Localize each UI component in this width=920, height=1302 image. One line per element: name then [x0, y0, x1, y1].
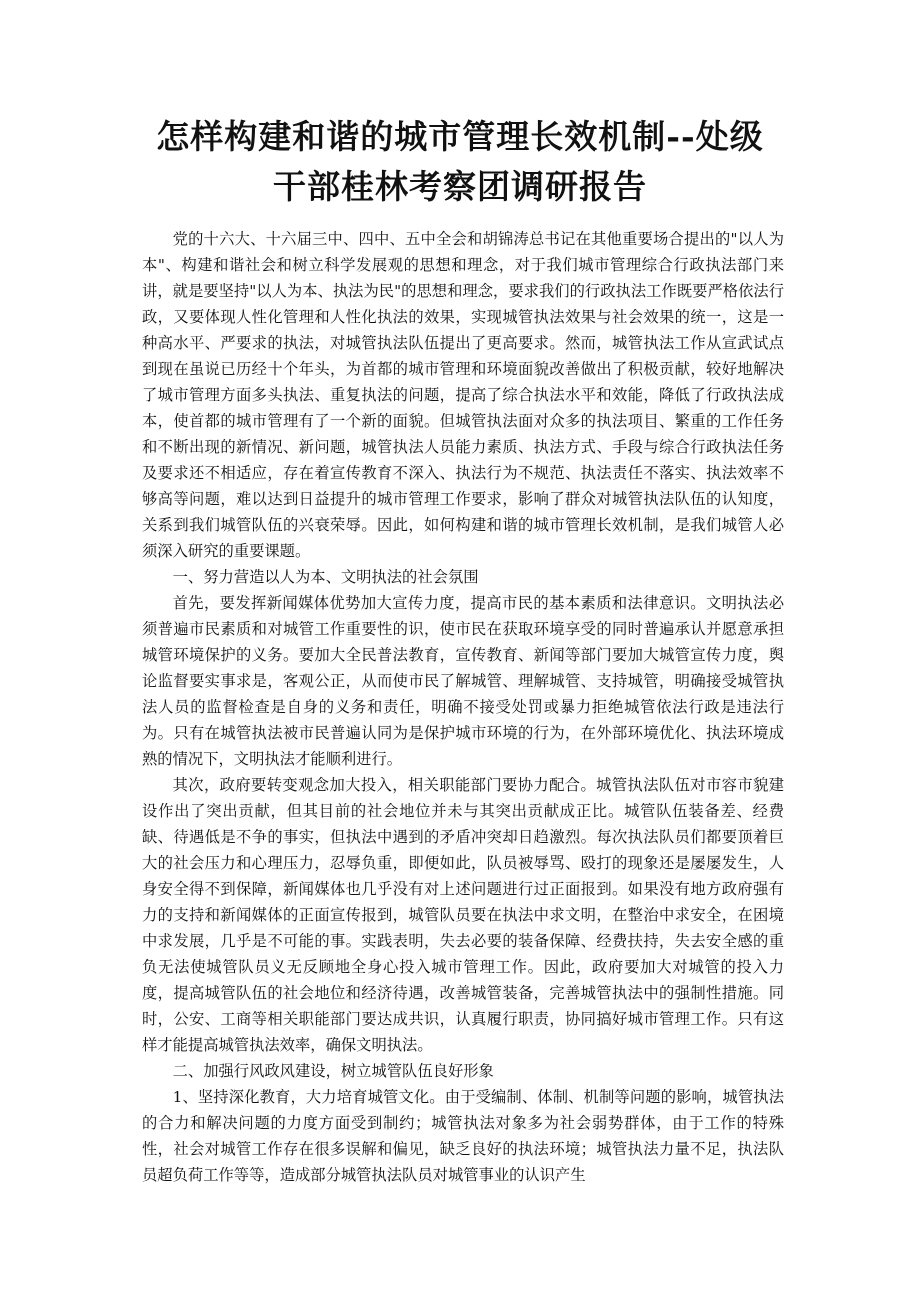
- document-body: [142, 226, 784, 1188]
- paragraph-intro: 党的十六大、十六届三中、四中、五中全会和胡锦涛总书记在其他重要场合提出的"以人为本"、构建和谐社会和树立科学发展观的思想和理念，对于我们城市管理综合行政执法部门来讲，就是要坚持"以人为本、执法为民"的思想和理念，要求我们的行政执法工作既要严格依法行政，又要体现人性化管理和人性化执法的效果，实现城管执法效果与社会效果的统一，这是一种高水平、严要求的执法，对城管执法队伍提出了更高要求。然而，城管执法工作从宣武试点到现在虽说已历经十个年头，为首都的城市管理和环境面貌改善做出了积极贡献，较好地解决了城市管理方面多头执法、重复执法的问题，提高了综合执法水平和效能，降低了行政执法成本，使首都的城市管理有了一个新的面貌。但城管执法面对众多的执法项目、繁重的工作任务和不断出现的新情况、新问题，城管执法人员能力素质、执法方式、手段与综合行政执法任务及要求还不相适应，存在着宣传教育不深入、执法行为不规范、执法责任不落实、执法效率不够高等问题，难以达到日益提升的城市管理工作要求，影响了群众对城管执法队伍的认知度，关系到我们城管队伍的兴衰荣辱。因此，如何构建和谐的城市管理长效机制，是我们城管人必须深入研究的重要课题。: [142, 230, 784, 560]
- document-title: [120, 112, 800, 212]
- section-heading-2: 二、加强行风政风建设，树立城管队伍良好形象: [172, 1062, 494, 1080]
- section-heading-1: 一、努力营造以人为本、文明执法的社会氛围: [172, 568, 479, 586]
- paragraph: 其次，政府要转变观念加大投入，相关职能部门要协力配合。城管执法队伍对市容市貌建设作出了突出贡献，但其目前的社会地位并未与其突出贡献成正比。城管队伍装备差、经费缺、待遇低是不争的事实，但执法中遇到的矛盾冲突却日趋激烈。每次执法队员们都要顶着巨大的社会压力和心理压力，忍辱负重，即便如此，队员被辱骂、殴打的现象还是屡屡发生，人身安全得不到保障，新闻媒体也几乎没有对上述问题进行过正面报到。如果没有地方政府强有力的支持和新闻媒体的正面宣传报到，城管队员要在执法中求文明，在整治中求安全，在困境中求发展，几乎是不可能的事。实践表明，失去必要的装备保障、经费扶持，失去安全感的重负无法使城管队员义无反顾地全身心投入城市管理工作。因此，政府要加大对城管的投入力度，提高城管队伍的社会地位和经济待遇，改善城管装备，完善城管执法中的强制性措施。同时，公安、工商等相关职能部门要达成共识，认真履行职责，协同搞好城市管理工作。只有这样才能提高城管执法效率，确保文明执法。: [142, 776, 784, 1054]
- paragraph: 首先，要发挥新闻媒体优势加大宣传力度，提高市民的基本素质和法律意识。文明执法必须普遍市民素质和对城管工作重要性的识，使市民在获取环境享受的同时普遍承认并愿意承担城管环境保护的义务。要加大全民普法教育，宣传教育、新闻等部门要加大城管宣传力度，舆论监督要实事求是，客观公正，从而使市民了解城管、理解城管、支持城管，明确接受城管执法人员的监督检查是自身的义务和责任，明确不接受处罚或暴力拒绝城管依法行政是违法行为。只有在城管执法被市民普遍认同为是保护城市环境的行为，在外部环境优化、执法环境成熟的情况下，文明执法才能顺利进行。: [142, 594, 784, 768]
- title-line-1: 怎样构建和谐的城市管理长效机制--处级: [156, 117, 764, 156]
- paragraph: 1、坚持深化教育，大力培育城管文化。由于受编制、体制、机制等问题的影响，城管执法的合力和解决问题的力度方面受到制约；城管执法对象多为社会弱势群体，由于工作的特殊性，社会对城管工作存在很多误解和偏见，缺乏良好的执法环境；城管执法力量不足，执法队员超负荷工作等等，造成部分城管执法队员对城管事业的认识产生: [142, 1088, 784, 1184]
- title-line-2: 干部桂林考察团调研报告: [273, 167, 647, 206]
